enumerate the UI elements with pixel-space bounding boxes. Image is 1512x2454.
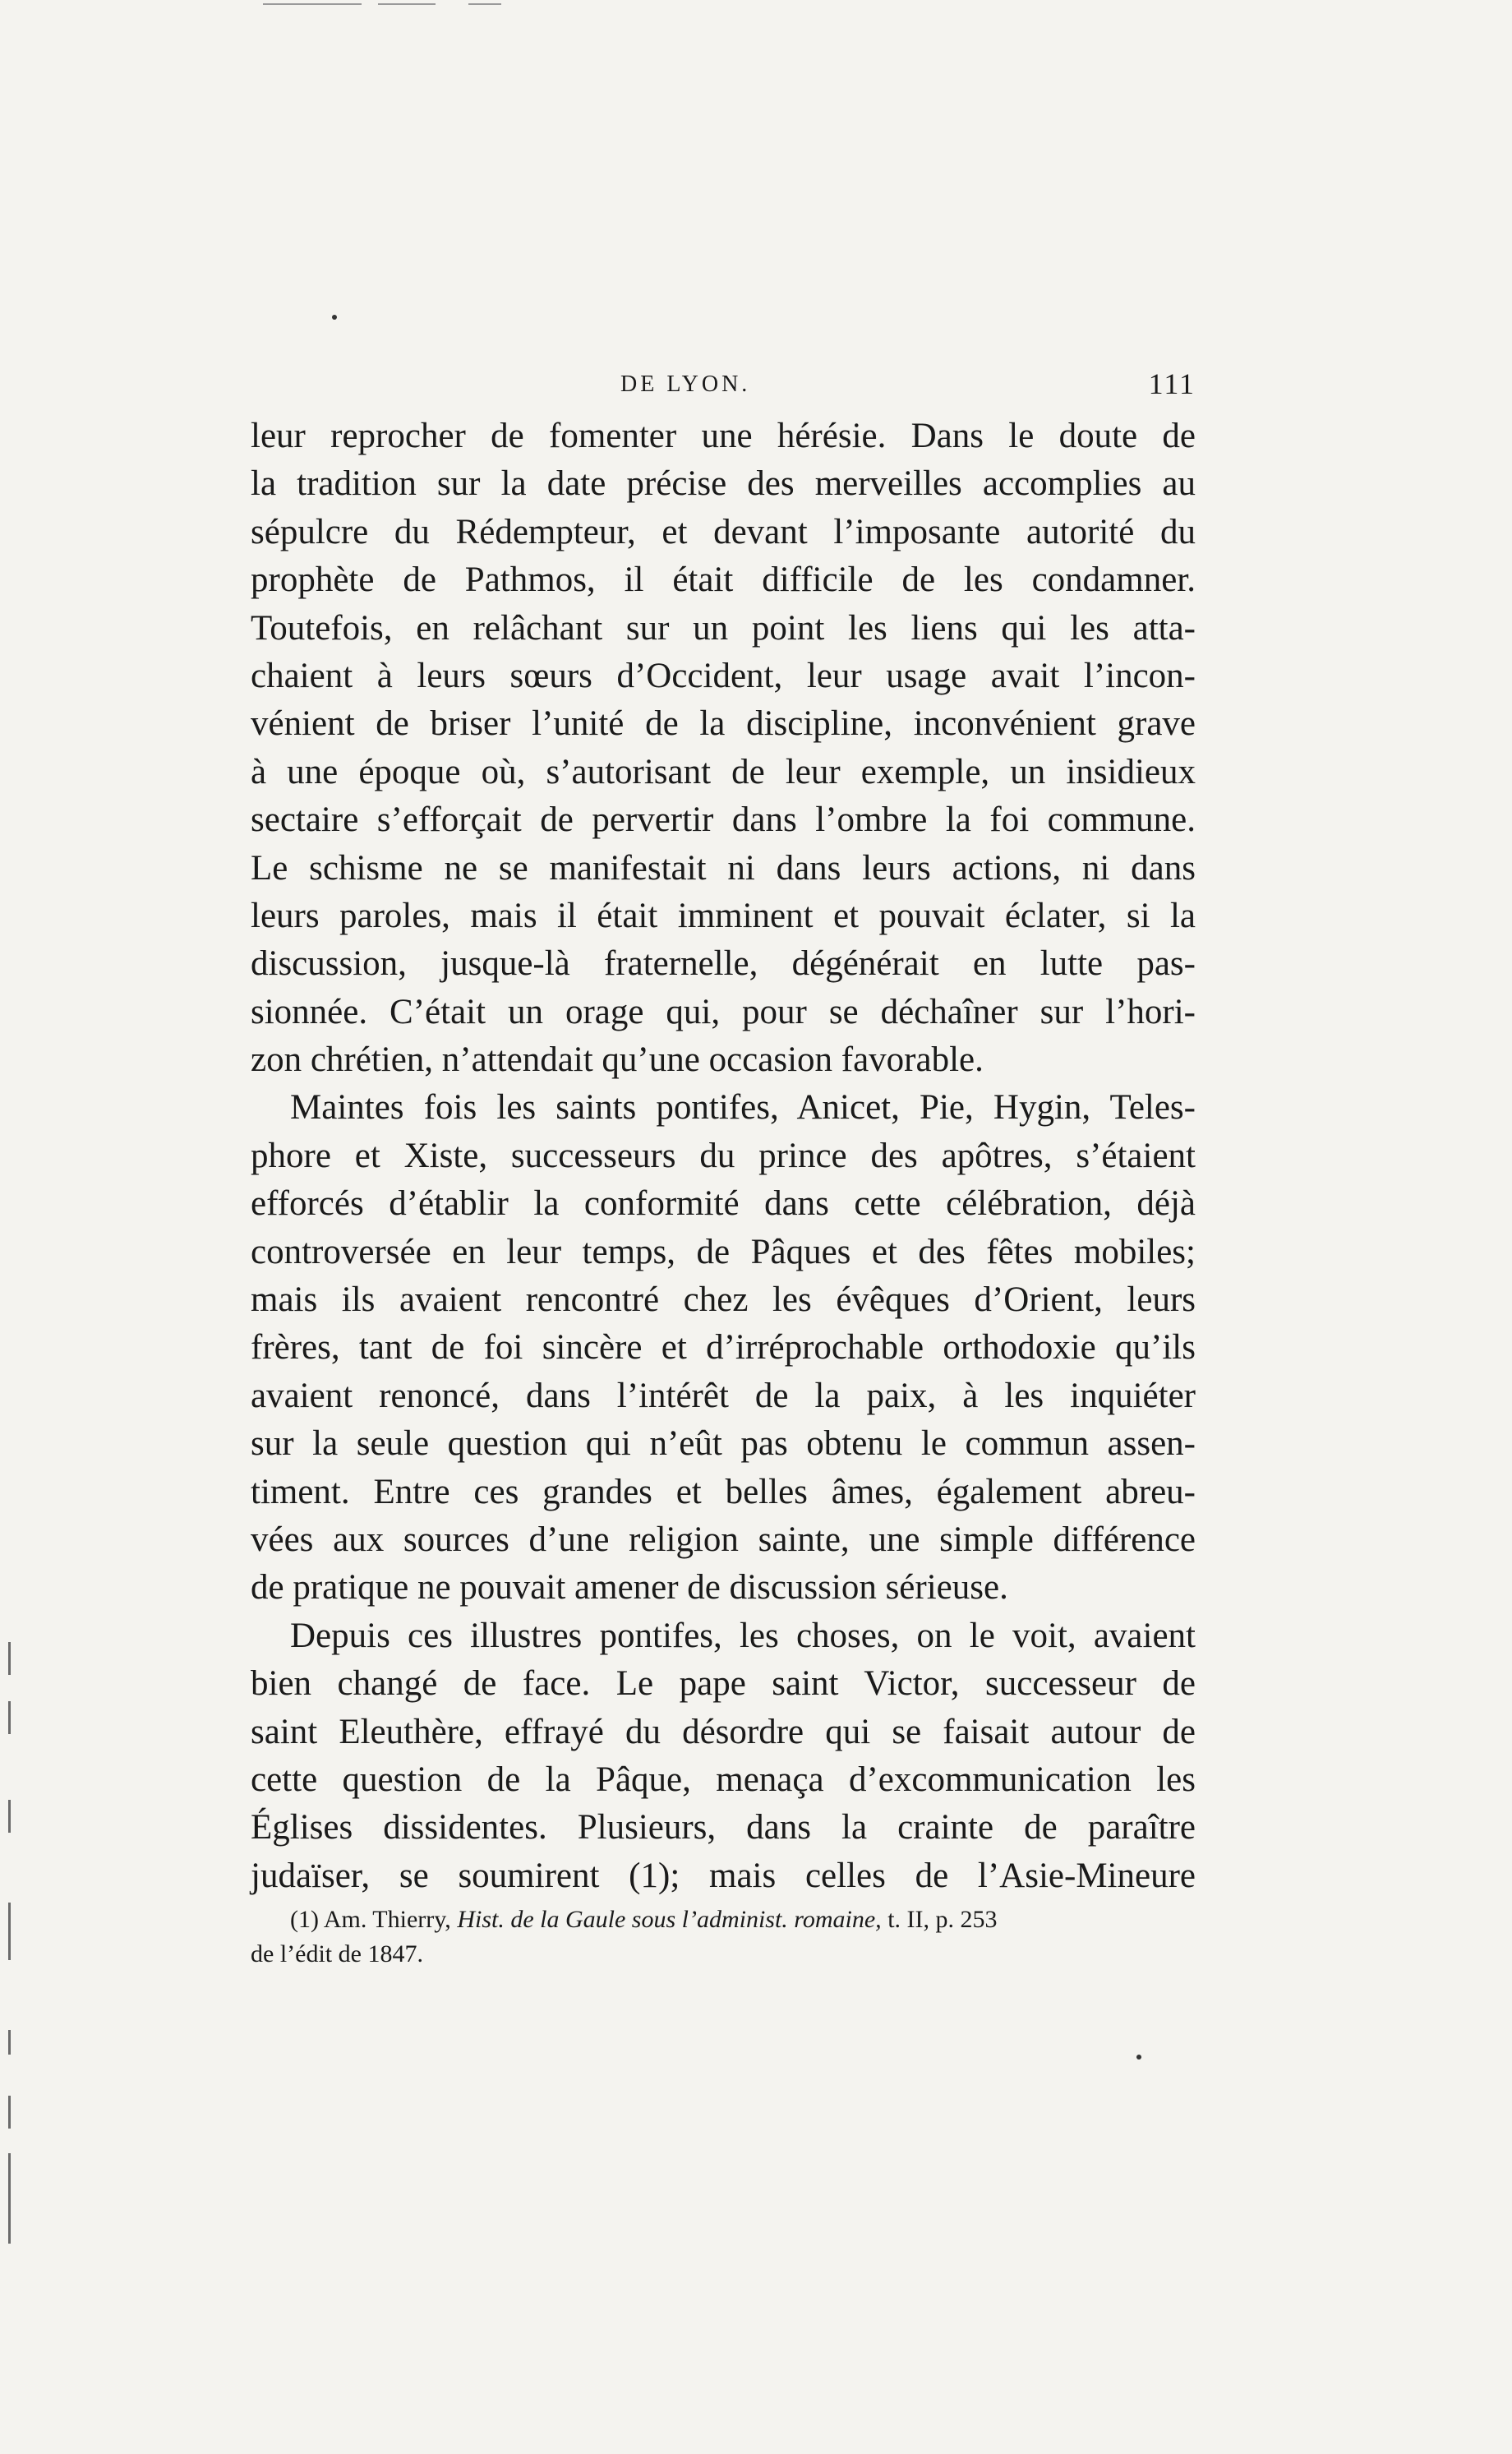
footnote-line: de l’édit de 1847. bbox=[251, 1940, 423, 1967]
margin-rule bbox=[8, 1642, 11, 1675]
ink-speck bbox=[1136, 2055, 1141, 2060]
footnote-marker: (1) bbox=[290, 1906, 319, 1933]
top-edge-rule bbox=[263, 3, 362, 5]
text-line: vénient de briser l’unité de la discipline, inconvénient grave bbox=[251, 704, 1196, 744]
text-line: sectaire s’efforçait de pervertir dans l’ombre la foi commune. bbox=[251, 800, 1196, 840]
text-line: de pratique ne pouvait amener de discussion sérieuse. bbox=[251, 1568, 1008, 1608]
margin-rule bbox=[8, 2096, 11, 2129]
text-line: timent. Entre ces grandes et belles âmes, également abreu- bbox=[251, 1472, 1196, 1511]
text-line: efforcés d’établir la conformité dans cette célébration, déjà bbox=[251, 1184, 1196, 1224]
footnote-line bbox=[251, 1903, 1196, 1937]
running-head-title: DE LYON. bbox=[620, 371, 751, 397]
text-line: judaïser, se soumirent (1); mais celles de l’Asie-Mineure bbox=[251, 1856, 1196, 1895]
text-line: chaient à leurs sœurs d’Occident, leur usage avait l’incon- bbox=[251, 656, 1196, 695]
footnote-work: Hist. de la Gaule sous l’administ. romaine, bbox=[457, 1906, 882, 1933]
text-line: Toutefois, en relâchant sur un point les liens qui les atta- bbox=[251, 608, 1196, 648]
ink-speck bbox=[332, 315, 337, 320]
footnote bbox=[251, 1903, 1196, 1972]
text-line: la tradition sur la date précise des merveilles accomplies au bbox=[251, 464, 1196, 504]
text-line: leur reprocher de fomenter une hérésie. Dans le doute de bbox=[251, 417, 1196, 455]
text-line: zon chrétien, n’attendait qu’une occasion favorable. bbox=[251, 1040, 984, 1080]
text-line: à une époque où, s’autorisant de leur exemple, un insidieux bbox=[251, 752, 1196, 791]
margin-rule bbox=[8, 1800, 11, 1833]
text-line: frères, tant de foi sincère et d’irréprochable orthodoxie qu’ils bbox=[251, 1328, 1196, 1368]
margin-rule bbox=[8, 1903, 11, 1960]
text-line: discussion, jusque-là fraternelle, dégénérait en lutte pas- bbox=[251, 944, 1196, 984]
text-line: phore et Xiste, successeurs du prince des apôtres, s’étaient bbox=[251, 1136, 1196, 1175]
footnote-author: Am. Thierry, bbox=[323, 1906, 451, 1933]
text-line: sépulcre du Rédempteur, et devant l’imposante autorité du bbox=[251, 512, 1196, 551]
text-line: mais ils avaient rencontré chez les évêques d’Orient, leurs bbox=[251, 1280, 1196, 1320]
text-line: Maintes fois les saints pontifes, Anicet, Pie, Hygin, Teles- bbox=[290, 1088, 1196, 1128]
text-line: sur la seule question qui n’eût pas obtenu le commun assen- bbox=[251, 1424, 1196, 1464]
text-line: controversée en leur temps, de Pâques et des fêtes mobiles; bbox=[251, 1232, 1196, 1271]
text-line: Le schisme ne se manifestait ni dans leurs actions, ni dans bbox=[251, 848, 1196, 888]
footnote-ref: t. II, p. 253 bbox=[887, 1906, 998, 1933]
body-text bbox=[251, 413, 1196, 1900]
text-line: bien changé de face. Le pape saint Victor, successeur de bbox=[251, 1664, 1196, 1704]
text-line: vées aux sources d’une religion sainte, une simple différence bbox=[251, 1520, 1196, 1559]
text-line: leurs paroles, mais il était imminent et pouvait éclater, si la bbox=[251, 896, 1196, 935]
top-edge-rule bbox=[468, 3, 501, 5]
text-line: saint Eleuthère, effrayé du désordre qui se faisait autour de bbox=[251, 1712, 1196, 1751]
margin-rule bbox=[8, 2153, 11, 2244]
margin-rule bbox=[8, 1701, 11, 1734]
text-line: Depuis ces illustres pontifes, les choses, on le voit, avaient bbox=[290, 1616, 1196, 1655]
text-line: avaient renoncé, dans l’intérêt de la paix, à les inquiéter bbox=[251, 1376, 1196, 1415]
page-number: 111 bbox=[1148, 367, 1196, 400]
text-line: sionnée. C’était un orage qui, pour se déchaîner sur l’hori- bbox=[251, 992, 1196, 1031]
running-head bbox=[251, 367, 1196, 403]
text-line: prophète de Pathmos, il était difficile de les condamner. bbox=[251, 560, 1196, 600]
text-line: Églises dissidentes. Plusieurs, dans la crainte de paraître bbox=[251, 1808, 1196, 1847]
margin-rule bbox=[8, 2030, 11, 2055]
text-line: cette question de la Pâque, menaça d’excommunication les bbox=[251, 1760, 1196, 1799]
top-edge-rule bbox=[378, 3, 436, 5]
